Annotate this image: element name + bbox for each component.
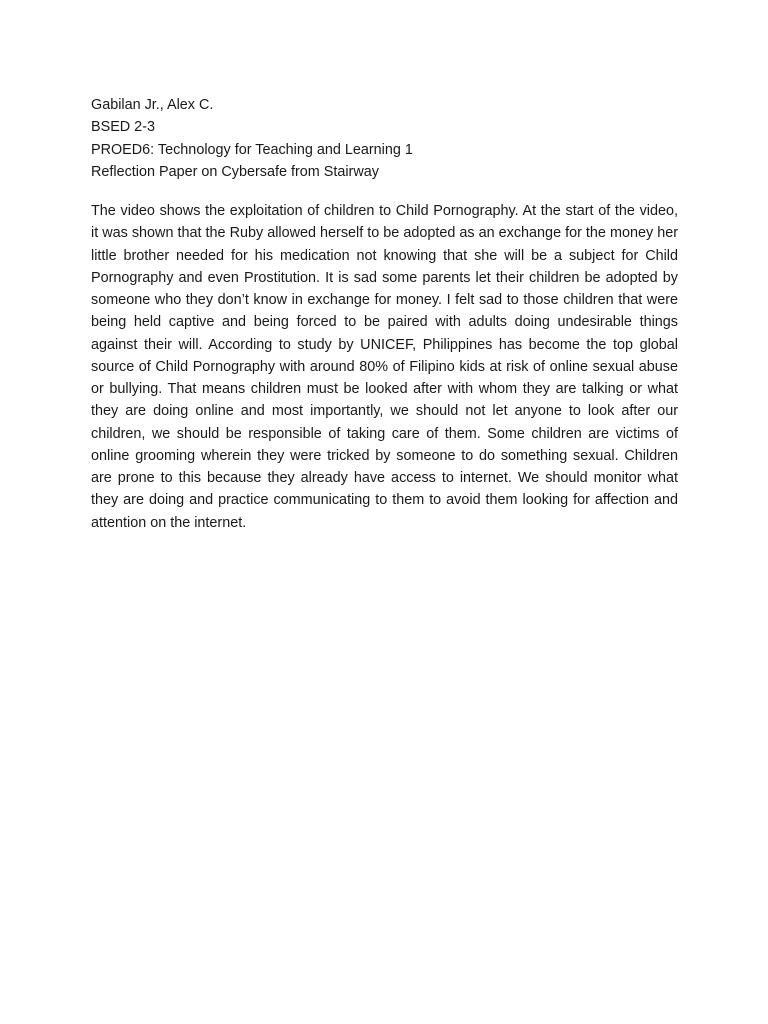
course-title: PROED6: Technology for Teaching and Learning 1 <box>91 141 413 158</box>
author-name: Gabilan Jr., Alex C. <box>91 97 214 113</box>
reflection-paragraph: The video shows the exploitation of children to Child Pornography. At the start of the video, it was shown that the Ruby allowed herself to be adopted as an exchange for the money her little brother needed for his medication not knowing that she will be a subject for Child Pornography and even Prostitution. It is sad some parents let their children be adopted by someone who they don’t know in exchange for money. I felt sad to those children that were being held captive and being forced to be paired with adults doing undesirable things against their will. According to study by UNICEF, Philippines has become the top global source of Child Pornography with around 80% of Filipino kids at risk of online sexual abuse or bullying. That means children must be looked after with whom they are talking or what they are doing online and most importantly, we should not let anyone to look after our children, we should be responsible of taking care of them. Some children are victims of online grooming wherein they were tricked by someone to do something sexual. Children are prone to this because they already have access to internet. We should monitor what they are doing and practice communicating to them to avoid them looking for affection and attention on the internet. <box>91 203 678 531</box>
student-section: BSED 2-3 <box>91 119 155 136</box>
document-header <box>91 94 678 183</box>
paper-title: Reflection Paper on Cybersafe from Stairway <box>91 163 379 180</box>
document-content <box>91 94 678 534</box>
